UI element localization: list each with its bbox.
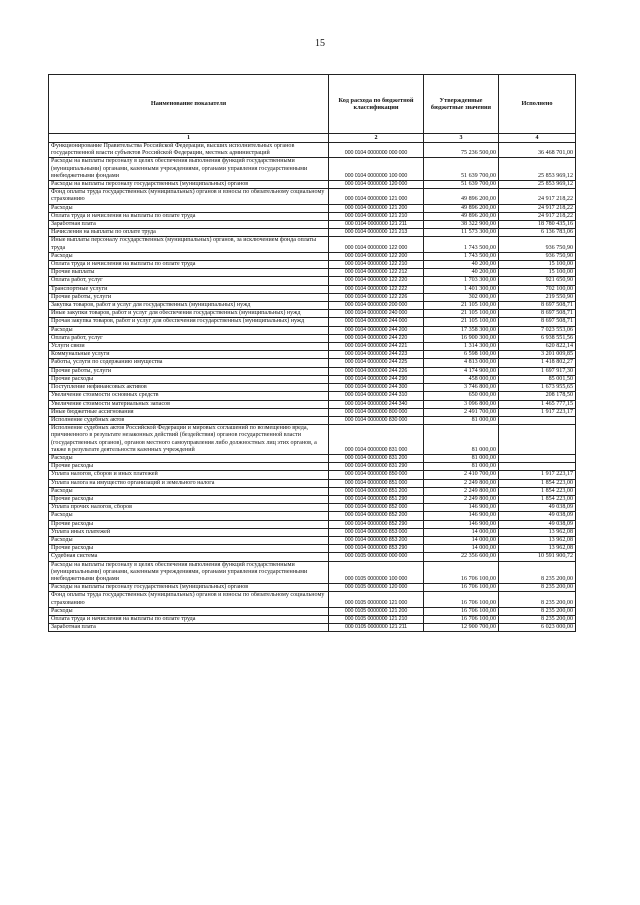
row-name: Услуги связи	[49, 343, 329, 351]
column-number-row	[49, 134, 576, 143]
row-code: 000 0104 0000000 244 223	[329, 351, 424, 359]
row-code: 000 0105 0000000 121 210	[329, 615, 424, 623]
row-approved: 49 896 200,00	[424, 189, 499, 204]
row-name: Заработная плата	[49, 221, 329, 229]
row-executed: 13 962,08	[499, 545, 576, 553]
table-row	[49, 252, 576, 260]
row-code: 000 0104 0000000 852 200	[329, 512, 424, 520]
row-name: Оплата труда и начисления на выплаты по оплате труда	[49, 212, 329, 220]
row-executed: 1 697 917,30	[499, 367, 576, 375]
table-row	[49, 261, 576, 269]
row-approved: 14 000,00	[424, 545, 499, 553]
row-executed: 219 550,90	[499, 293, 576, 301]
row-approved: 81 000,00	[424, 425, 499, 455]
row-approved: 75 236 500,00	[424, 143, 499, 158]
table-row	[49, 425, 576, 455]
row-code: 000 0104 0000000 830 000	[329, 416, 424, 424]
row-approved: 49 896 200,00	[424, 212, 499, 220]
table-row	[49, 487, 576, 495]
row-executed: 1 673 955,65	[499, 384, 576, 392]
row-code: 000 0104 0000000 800 000	[329, 408, 424, 416]
table-row	[49, 143, 576, 158]
row-approved: 81 000,00	[424, 463, 499, 471]
table-row	[49, 277, 576, 285]
row-name: Расходы	[49, 326, 329, 334]
row-approved: 40 200,00	[424, 261, 499, 269]
table-row	[49, 416, 576, 424]
row-code: 000 0104 0000000 122 220	[329, 277, 424, 285]
row-code: 000 0104 0000000 853 000	[329, 528, 424, 536]
row-approved: 12 900 700,00	[424, 624, 499, 632]
column-number: 1	[49, 134, 329, 143]
row-executed: 8 235 200,00	[499, 607, 576, 615]
table-row	[49, 212, 576, 220]
row-name: Прочая закупка товаров, работ и услуг для обеспечения государственных (муниципальных) нужд	[49, 318, 329, 326]
header-expense-code: Код расхода по бюджетной классификации	[329, 75, 424, 134]
row-approved: 81 000,00	[424, 416, 499, 424]
row-executed: 25 853 969,12	[499, 181, 576, 189]
row-approved: 16 706 100,00	[424, 584, 499, 592]
table-row	[49, 293, 576, 301]
row-code: 000 0104 0000000 000 000	[329, 143, 424, 158]
row-approved: 1 703 300,00	[424, 277, 499, 285]
row-executed: 7 023 553,06	[499, 326, 576, 334]
row-approved: 40 200,00	[424, 269, 499, 277]
row-code: 000 0104 0000000 122 226	[329, 293, 424, 301]
row-approved: 2 249 800,00	[424, 479, 499, 487]
table-row	[49, 181, 576, 189]
row-code: 000 0104 0000000 121 200	[329, 204, 424, 212]
row-approved: 51 639 700,00	[424, 181, 499, 189]
table-body	[49, 134, 576, 632]
row-executed: 702 100,00	[499, 285, 576, 293]
table-row	[49, 536, 576, 544]
row-executed: 15 100,00	[499, 269, 576, 277]
row-name: Увеличение стоимости материальных запасов	[49, 400, 329, 408]
row-executed: 6 136 783,06	[499, 229, 576, 237]
row-code: 000 0104 0000000 244 220	[329, 334, 424, 342]
row-approved: 16 706 100,00	[424, 592, 499, 607]
table-row	[49, 189, 576, 204]
row-code: 000 0104 0000000 851 200	[329, 487, 424, 495]
row-approved: 16 706 100,00	[424, 561, 499, 584]
row-approved: 14 000,00	[424, 528, 499, 536]
row-name: Начисления на выплаты по оплате труда	[49, 229, 329, 237]
row-name: Транспортные услуги	[49, 285, 329, 293]
row-executed: 8 697 508,71	[499, 302, 576, 310]
table-row	[49, 375, 576, 383]
table-row	[49, 359, 576, 367]
row-name: Исполнение судебных актов	[49, 416, 329, 424]
header-indicator-name: Наименование показателя	[49, 75, 329, 134]
row-name: Судебная система	[49, 553, 329, 561]
table-row	[49, 615, 576, 623]
row-code: 000 0104 0000000 122 210	[329, 261, 424, 269]
table-row	[49, 479, 576, 487]
row-executed: 1 854 223,00	[499, 487, 576, 495]
row-code: 000 0105 0000000 121 200	[329, 607, 424, 615]
row-executed: 10 591 900,72	[499, 553, 576, 561]
row-executed	[499, 454, 576, 462]
table-row	[49, 204, 576, 212]
table-row	[49, 400, 576, 408]
table-row	[49, 607, 576, 615]
column-number: 4	[499, 134, 576, 143]
row-executed: 936 750,90	[499, 252, 576, 260]
row-approved: 6 598 100,00	[424, 351, 499, 359]
column-number: 2	[329, 134, 424, 143]
row-executed: 921 650,90	[499, 277, 576, 285]
row-code: 000 0105 0000000 100 000	[329, 561, 424, 584]
row-approved: 14 000,00	[424, 536, 499, 544]
row-approved: 2 491 700,00	[424, 408, 499, 416]
row-approved: 81 000,00	[424, 454, 499, 462]
row-name: Оплата труда и начисления на выплаты по оплате труда	[49, 261, 329, 269]
table-row	[49, 463, 576, 471]
row-approved: 1 314 300,00	[424, 343, 499, 351]
table-row	[49, 302, 576, 310]
row-code: 000 0104 0000000 244 340	[329, 400, 424, 408]
row-name: Оплата работ, услуг	[49, 334, 329, 342]
table-row	[49, 237, 576, 252]
row-code: 000 0104 0000000 831 290	[329, 463, 424, 471]
row-approved: 146 900,00	[424, 520, 499, 528]
row-approved: 650 000,00	[424, 392, 499, 400]
row-name: Расходы	[49, 454, 329, 462]
row-executed: 1 465 777,15	[499, 400, 576, 408]
row-code: 000 0104 0000000 851 290	[329, 495, 424, 503]
table-row	[49, 624, 576, 632]
row-code: 000 0104 0000000 200 000	[329, 302, 424, 310]
row-approved: 146 900,00	[424, 512, 499, 520]
row-executed: 1 917 223,17	[499, 471, 576, 479]
table-row	[49, 269, 576, 277]
row-approved: 4 813 000,00	[424, 359, 499, 367]
row-code: 000 0104 0000000 852 290	[329, 520, 424, 528]
row-name: Прочие выплаты	[49, 269, 329, 277]
column-number: 3	[424, 134, 499, 143]
row-name: Расходы	[49, 252, 329, 260]
table-row	[49, 392, 576, 400]
row-executed: 85 001,50	[499, 375, 576, 383]
table-row	[49, 528, 576, 536]
table-row	[49, 343, 576, 351]
row-name: Расходы на выплаты персоналу в целях обеспечения выполнения функций государственными (муниципальными) органами, казенными учреждениями, органами управления государственными внебюджетными фондами	[49, 158, 329, 181]
row-approved: 21 105 100,00	[424, 310, 499, 318]
header-approved-values: Утвержденные бюджетные значения	[424, 75, 499, 134]
row-code: 000 0104 0000000 850 000	[329, 471, 424, 479]
row-executed: 8 697 508,71	[499, 318, 576, 326]
row-code: 000 0104 0000000 244 300	[329, 384, 424, 392]
table-row	[49, 520, 576, 528]
row-code: 000 0104 0000000 831 000	[329, 425, 424, 455]
row-code: 000 0104 0000000 853 200	[329, 536, 424, 544]
row-executed	[499, 416, 576, 424]
row-code: 000 0105 0000000 121 000	[329, 592, 424, 607]
table-row	[49, 229, 576, 237]
row-approved: 11 573 300,00	[424, 229, 499, 237]
row-approved: 1 743 500,00	[424, 252, 499, 260]
row-approved: 2 249 800,00	[424, 487, 499, 495]
row-name: Расходы на выплаты персоналу в целях обеспечения выполнения функций государственными (муниципальными) органами, казенными учреждениями, органами управления государственными внебюджетными фондами	[49, 561, 329, 584]
row-name: Прочие расходы	[49, 375, 329, 383]
row-code: 000 0104 0000000 120 000	[329, 181, 424, 189]
row-name: Расходы	[49, 607, 329, 615]
row-approved: 2 410 700,00	[424, 471, 499, 479]
row-approved: 49 896 200,00	[424, 204, 499, 212]
row-name: Функционирование Правительства Российской Федерации, высших исполнительных органов государственной власти субъектов Российской Федерации, местных администраций	[49, 143, 329, 158]
row-executed: 6 938 551,56	[499, 334, 576, 342]
table-row	[49, 285, 576, 293]
row-approved: 146 900,00	[424, 504, 499, 512]
header-row	[49, 75, 576, 134]
row-approved: 16 706 100,00	[424, 607, 499, 615]
row-name: Уплата прочих налогов, сборов	[49, 504, 329, 512]
row-approved: 17 358 300,00	[424, 326, 499, 334]
row-executed: 8 235 200,00	[499, 592, 576, 607]
table-row	[49, 326, 576, 334]
row-approved: 4 174 900,00	[424, 367, 499, 375]
row-code: 000 0104 0000000 121 213	[329, 229, 424, 237]
row-name: Прочие расходы	[49, 463, 329, 471]
table-row	[49, 310, 576, 318]
row-name: Прочие расходы	[49, 520, 329, 528]
row-approved: 3 746 800,00	[424, 384, 499, 392]
table-row	[49, 561, 576, 584]
table-row	[49, 408, 576, 416]
row-executed	[499, 425, 576, 455]
row-executed: 6 023 000,00	[499, 624, 576, 632]
row-name: Прочие расходы	[49, 545, 329, 553]
row-executed: 1 418 802,27	[499, 359, 576, 367]
table-row	[49, 545, 576, 553]
row-executed: 8 235 200,00	[499, 561, 576, 584]
row-executed	[499, 463, 576, 471]
row-name: Увеличение стоимости основных средств	[49, 392, 329, 400]
row-name: Расходы	[49, 204, 329, 212]
row-name: Работы, услуги по содержанию имущества	[49, 359, 329, 367]
table-row	[49, 221, 576, 229]
row-executed: 208 178,50	[499, 392, 576, 400]
row-approved: 51 639 700,00	[424, 158, 499, 181]
row-approved: 21 105 100,00	[424, 302, 499, 310]
row-approved: 22 356 600,00	[424, 553, 499, 561]
row-code: 000 0104 0000000 244 310	[329, 392, 424, 400]
row-executed: 1 854 223,00	[499, 495, 576, 503]
table-row	[49, 504, 576, 512]
row-name: Уплата налогов, сборов и иных платежей	[49, 471, 329, 479]
row-executed: 24 917 218,22	[499, 204, 576, 212]
row-code: 000 0104 0000000 122 212	[329, 269, 424, 277]
table-header	[49, 75, 576, 134]
table-row	[49, 351, 576, 359]
budget-execution-table	[48, 74, 576, 632]
row-code: 000 0104 0000000 100 000	[329, 158, 424, 181]
row-name: Расходы	[49, 512, 329, 520]
row-executed: 15 100,00	[499, 261, 576, 269]
row-approved: 16 706 100,00	[424, 615, 499, 623]
table-row	[49, 384, 576, 392]
row-executed: 49 038,09	[499, 512, 576, 520]
row-name: Прочие расходы	[49, 495, 329, 503]
row-name: Закупка товаров, работ и услуг для государственных (муниципальных) нужд	[49, 302, 329, 310]
row-executed: 8 697 508,71	[499, 310, 576, 318]
row-name: Прочие работы, услуги	[49, 367, 329, 375]
row-executed: 18 780 435,16	[499, 221, 576, 229]
row-executed: 36 468 701,00	[499, 143, 576, 158]
row-name: Фонд оплаты труда государственных (муниципальных) органов и взносы по обязательному социальному страхованию	[49, 592, 329, 607]
row-code: 000 0105 0000000 000 000	[329, 553, 424, 561]
row-name: Иные бюджетные ассигнования	[49, 408, 329, 416]
row-name: Поступление нефинансовых активов	[49, 384, 329, 392]
row-executed: 3 201 009,85	[499, 351, 576, 359]
row-executed: 13 962,08	[499, 528, 576, 536]
row-approved: 458 000,00	[424, 375, 499, 383]
row-code: 000 0104 0000000 121 000	[329, 189, 424, 204]
row-code: 000 0104 0000000 244 000	[329, 318, 424, 326]
table-row	[49, 334, 576, 342]
table-row	[49, 471, 576, 479]
row-name: Оплата труда и начисления на выплаты по оплате труда	[49, 615, 329, 623]
table-row	[49, 158, 576, 181]
table-row	[49, 553, 576, 561]
row-executed: 936 750,90	[499, 237, 576, 252]
row-name: Расходы на выплаты персоналу государственных (муниципальных) органов	[49, 181, 329, 189]
row-name: Расходы	[49, 487, 329, 495]
table-row	[49, 367, 576, 375]
row-code: 000 0104 0000000 851 000	[329, 479, 424, 487]
row-name: Заработная плата	[49, 624, 329, 632]
row-executed: 13 962,08	[499, 536, 576, 544]
page-number: 15	[315, 38, 325, 49]
row-executed: 1 917 223,17	[499, 408, 576, 416]
table-row	[49, 512, 576, 520]
row-executed: 24 917 218,22	[499, 212, 576, 220]
row-code: 000 0104 0000000 244 226	[329, 367, 424, 375]
table-row	[49, 495, 576, 503]
row-executed: 24 917 218,22	[499, 189, 576, 204]
row-code: 000 0104 0000000 122 222	[329, 285, 424, 293]
row-executed: 25 853 969,12	[499, 158, 576, 181]
row-name: Фонд оплаты труда государственных (муниципальных) органов и взносы по обязательному социальному страхованию	[49, 189, 329, 204]
row-name: Расходы на выплаты персоналу государственных (муниципальных) органов	[49, 584, 329, 592]
table-row	[49, 584, 576, 592]
row-executed: 49 038,09	[499, 504, 576, 512]
row-name: Прочие работы, услуги	[49, 293, 329, 301]
table-row	[49, 318, 576, 326]
row-approved: 21 105 100,00	[424, 318, 499, 326]
row-approved: 3 096 800,00	[424, 400, 499, 408]
row-executed: 620 822,14	[499, 343, 576, 351]
row-code: 000 0104 0000000 831 200	[329, 454, 424, 462]
row-approved: 302 000,00	[424, 293, 499, 301]
row-approved: 1 743 500,00	[424, 237, 499, 252]
table-row	[49, 454, 576, 462]
row-name: Уплата налога на имущество организаций и земельного налога	[49, 479, 329, 487]
row-code: 000 0104 0000000 121 211	[329, 221, 424, 229]
row-approved: 38 322 900,00	[424, 221, 499, 229]
row-name: Расходы	[49, 536, 329, 544]
row-name: Коммунальные услуги	[49, 351, 329, 359]
row-name: Исполнение судебных актов Российской Федерации и мировых соглашений по возмещению вреда, причиненного в результате незаконных действий (бездействия) органов государственной власти (государственных органов), органов местного самоуправления либо должностных лиц этих органов, а также в результате деятельности казенных учреждений	[49, 425, 329, 455]
row-approved: 16 900 300,00	[424, 334, 499, 342]
row-code: 000 0104 0000000 121 210	[329, 212, 424, 220]
row-code: 000 0104 0000000 852 000	[329, 504, 424, 512]
row-code: 000 0104 0000000 244 200	[329, 326, 424, 334]
row-code: 000 0104 0000000 122 000	[329, 237, 424, 252]
row-code: 000 0104 0000000 853 290	[329, 545, 424, 553]
row-code: 000 0105 0000000 120 000	[329, 584, 424, 592]
row-executed: 49 038,09	[499, 520, 576, 528]
row-name: Иные закупки товаров, работ и услуг для обеспечения государственных (муниципальных) нужд	[49, 310, 329, 318]
row-name: Оплата работ, услуг	[49, 277, 329, 285]
row-name: Уплата иных платежей	[49, 528, 329, 536]
row-code: 000 0104 0000000 244 221	[329, 343, 424, 351]
row-code: 000 0104 0000000 244 225	[329, 359, 424, 367]
row-approved: 1 401 300,00	[424, 285, 499, 293]
row-executed: 8 235 200,00	[499, 584, 576, 592]
row-code: 000 0104 0000000 122 200	[329, 252, 424, 260]
row-approved: 2 249 800,00	[424, 495, 499, 503]
header-executed: Исполнено	[499, 75, 576, 134]
row-name: Иные выплаты персоналу государственных (муниципальных) органов, за исключением фонда оплаты труда	[49, 237, 329, 252]
table-row	[49, 592, 576, 607]
row-code: 000 0104 0000000 244 290	[329, 375, 424, 383]
row-executed: 8 235 200,00	[499, 615, 576, 623]
row-code: 000 0104 0000000 240 000	[329, 310, 424, 318]
row-code: 000 0105 0000000 121 211	[329, 624, 424, 632]
row-executed: 1 854 223,00	[499, 479, 576, 487]
